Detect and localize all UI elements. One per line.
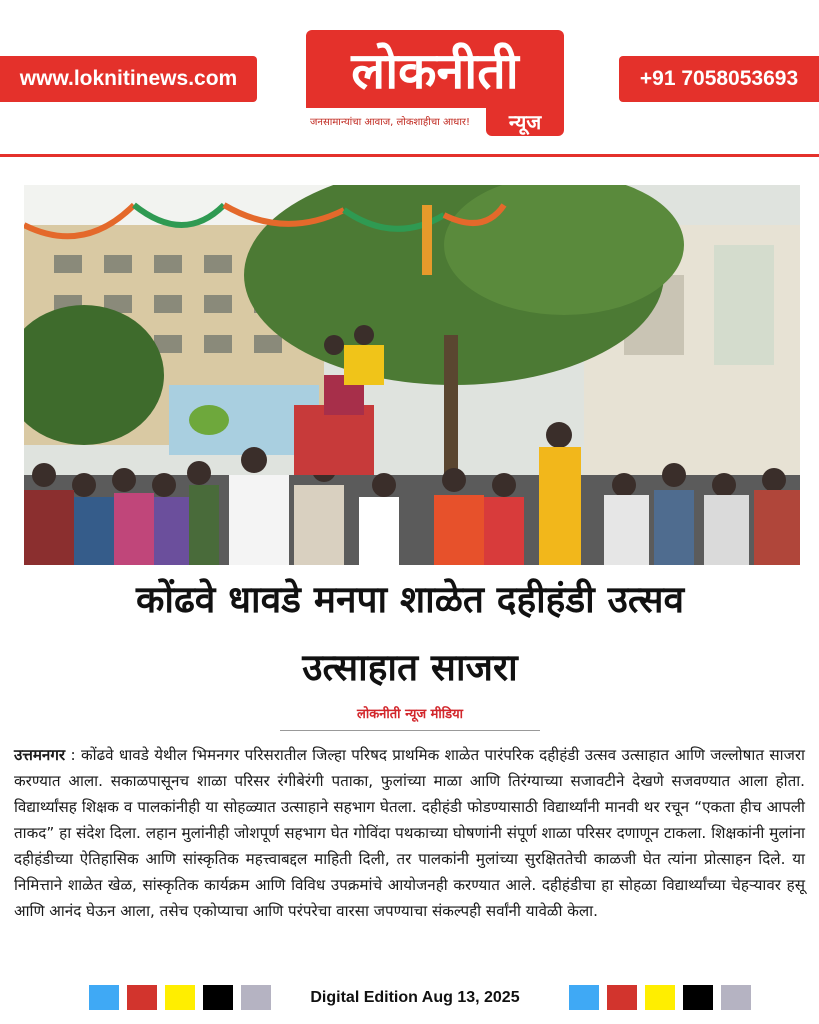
website-url[interactable]: www.loknitinews.com bbox=[19, 67, 238, 90]
dateline: उत्तमनगर bbox=[14, 746, 66, 764]
phone-number[interactable]: +91 7058053693 bbox=[639, 67, 799, 90]
masthead-logo bbox=[306, 30, 564, 136]
swatch-blue bbox=[569, 985, 599, 1010]
logo-tagline: जनसामान्यांचा आवाज, लोकशाहीचा आधार! bbox=[310, 117, 471, 128]
swatch-black bbox=[683, 985, 713, 1010]
swatch-black bbox=[203, 985, 233, 1010]
byline-divider bbox=[280, 730, 540, 731]
swatch-gray bbox=[241, 985, 271, 1010]
article-body bbox=[14, 742, 805, 924]
byline: लोकनीती न्यूज मीडिया bbox=[357, 707, 463, 722]
swatch-blue bbox=[89, 985, 119, 1010]
phone-banner[interactable] bbox=[619, 56, 819, 102]
logo-title: लोकनीती bbox=[306, 30, 564, 108]
website-banner[interactable] bbox=[0, 56, 257, 102]
swatch-red bbox=[607, 985, 637, 1010]
swatch-red bbox=[127, 985, 157, 1010]
article-text: : कोंढवे धावडे येथील भिमनगर परिसरातील जिल्हा परिषद प्राथमिक शाळेत पारंपरिक दहीहंडी उत्सव उत्साहात आणि जल्लोषात साजरा करण्यात आला. सकाळपासूनच शाळा परिसर रंगीबेरंगी पताका, फुलांच्या माळा आणि तिरंग्याच्या सजावटीने देखणे सजवण्यात आला होता. विद्यार्थ्यांसह शिक्षक व पालकांनीही या सोहळ्यात उत्साहाने सहभाग घेतला. दहीहंडी फोडण्यासाठी विद्यार्थ्यांनी मानवी थर रचून “एकता हीच आपली ताकद” हा संदेश दिला. लहान मुलांनीही जोशपूर्ण सहभाग घेत गोविंदा पथकाच्या घोषणांनी संपूर्ण शाळा परिसर दणाणून टाकला. शिक्षकांनी मुलांना दहीहंडीच्या ऐतिहासिक आणि सांस्कृतिक महत्त्वाबद्दल माहिती दिली, तर पालकांनी मुलांच्या सुरक्षिततेची काळजी घेत त्यांना प्रोत्साहन दिले. या निमित्ताने शाळेत खेळ, सांस्कृतिक कार्यक्रम आणि विविध उपक्रमांचे आयोजनही करण्यात आले. दहीहंडीचा हा सोहळा विद्यार्थ्यांच्या चेहऱ्यावर हसू आणि आनंद घेऊन आला, तसेच एकोप्याचा आणि परंपरेचा वारसा जपण्याचा संकल्पही सर्वांनी यावेळी केला. bbox=[14, 746, 805, 920]
swatch-yellow bbox=[165, 985, 195, 1010]
logo-subtitle: न्यूज bbox=[486, 106, 564, 136]
swatch-gray bbox=[721, 985, 751, 1010]
edition-label: Digital Edition Aug 13, 2025 bbox=[310, 988, 520, 1006]
swatch-yellow bbox=[645, 985, 675, 1010]
headline-line-1: कोंढवे धावडे मनपा शाळेत दहीहंडी उत्सव bbox=[135, 578, 685, 621]
color-swatches-left bbox=[89, 985, 271, 1010]
article-photo bbox=[24, 185, 800, 565]
headline-line-2: उत्साहात साजरा bbox=[302, 646, 518, 689]
header-divider bbox=[0, 154, 819, 157]
color-swatches-right bbox=[569, 985, 751, 1010]
